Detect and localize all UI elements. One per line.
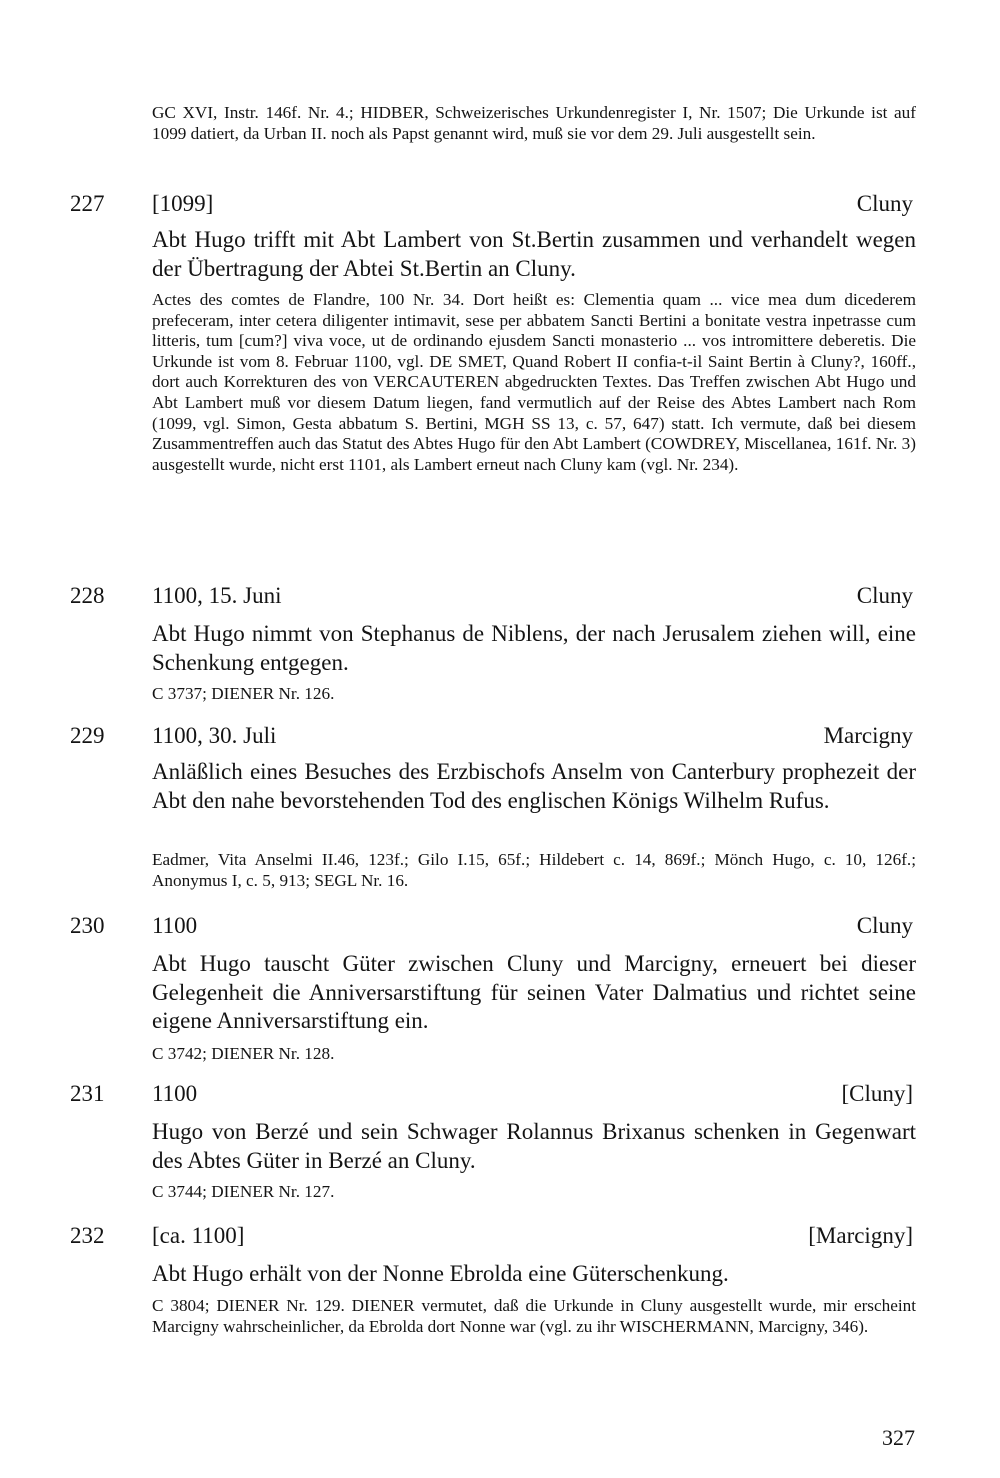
entry-number: 227 <box>70 191 105 216</box>
entry-number: 232 <box>70 1223 105 1248</box>
entry-date: 1100, 30. Juli <box>152 723 277 748</box>
entry-number: 229 <box>70 723 105 748</box>
entry-place: Cluny <box>856 191 913 216</box>
entry-summary: Abt Hugo trifft mit Abt Lambert von St.Bertin zusammen und verhandelt wegen der Übertragung der Abtei St.Bertin an Cluny. <box>152 227 916 281</box>
entry-place: Cluny <box>856 583 913 608</box>
entry-note: Eadmer, Vita Anselmi II.46, 123f.; Gilo I.15, 65f.; Hildebert c. 14, 869f.; Mönch Hugo, c. 10, 126f.; Anonymus I, c. 5, 913; SEGL Nr. 16. <box>152 850 916 890</box>
page-number: 327 <box>882 1425 915 1450</box>
entry-place: Marcigny <box>823 723 913 748</box>
entry-note: Actes des comtes de Flandre, 100 Nr. 34. Dort heißt es: Clementia quam ... vice mea dum dicederem prefeceram, inter cetera diligenter intimavit, sese per abbatem Sancti Bertini a bonitate vestra inpetrasse cum litteris, tum [cum?] viva voce, ut de ordinando ejusdem Sancti monasterio ... vos intromittere deberetis. Die Urkunde ist vom 8. Februar 1100, vgl. DE SMET, Quand Robert II confia-t-il Saint Bertin à Cluny?, 160ff., dort auch Korrekturen des von VERCAUTEREN abgedruckten Textes. Das Treffen zwischen Abt Hugo und Abt Lambert muß vor diesem Datum liegen, fand vermutlich auf der Reise des Abtes Lambert nach Rom (1099, vgl. Simon, Gesta abbatum S. Bertini, MGH SS 13, c. 57, 647) statt. Ich vermute, daß bei diesem Zusammentreffen auch das Statut des Abtes Hugo für den Abt Lambert (COWDREY, Miscellanea, 161f. Nr. 3) ausgestellt wurde, nicht erst 1101, als Lambert erneut nach Cluny kam (vgl. Nr. 234). <box>152 290 916 474</box>
entry-date: 1100, 15. Juni <box>152 583 282 608</box>
entry-number: 228 <box>70 583 105 608</box>
entry-summary: Hugo von Berzé und sein Schwager Rolannus Brixanus schenken in Gegenwart des Abtes Güter in Berzé an Cluny. <box>152 1119 916 1173</box>
intro-note: GC XVI, Instr. 146f. Nr. 4.; HIDBER, Schweizerisches Urkundenregister I, Nr. 1507; Die Urkunde ist auf 1099 datiert, da Urban II. noch als Papst genannt wird, muß sie vor dem 29. Juli ausgestellt sein. <box>152 103 916 143</box>
entry-number: 231 <box>70 1081 105 1106</box>
entry-note: C 3744; DIENER Nr. 127. <box>152 1182 335 1201</box>
entry-note: C 3804; DIENER Nr. 129. DIENER vermutet, daß die Urkunde in Cluny ausgestellt wurde, mir erscheint Marcigny wahrscheinlicher, da Ebrolda dort Nonne war (vgl. zu ihr WISCHERMANN, Marcigny, 346). <box>152 1296 916 1336</box>
entry-place: [Cluny] <box>841 1081 913 1106</box>
entry-note: C 3742; DIENER Nr. 128. <box>152 1044 335 1063</box>
entry-summary: Abt Hugo tauscht Güter zwischen Cluny und Marcigny, erneuert bei dieser Gelegenheit die Anniversarstiftung für seinen Vater Dalmatius und richtet seine eigene Anniversarstiftung ein. <box>152 951 916 1033</box>
entry-place: [Marcigny] <box>808 1223 913 1248</box>
entry-date: [ca. 1100] <box>152 1223 245 1248</box>
entry-summary: Anläßlich eines Besuches des Erzbischofs Anselm von Canterbury prophezeit der Abt den nahe bevorstehenden Tod des englischen Königs Wilhelm Rufus. <box>152 759 916 813</box>
entry-summary: Abt Hugo nimmt von Stephanus de Niblens, der nach Jerusalem ziehen will, eine Schenkung entgegen. <box>152 621 916 675</box>
entry-place: Cluny <box>856 913 913 938</box>
entry-summary: Abt Hugo erhält von der Nonne Ebrolda eine Güterschenkung. <box>152 1261 729 1286</box>
entry-number: 230 <box>70 913 105 938</box>
entry-note: C 3737; DIENER Nr. 126. <box>152 684 335 703</box>
entry-date: [1099] <box>152 191 214 216</box>
entry-date: 1100 <box>152 913 198 938</box>
entry-date: 1100 <box>152 1081 198 1106</box>
